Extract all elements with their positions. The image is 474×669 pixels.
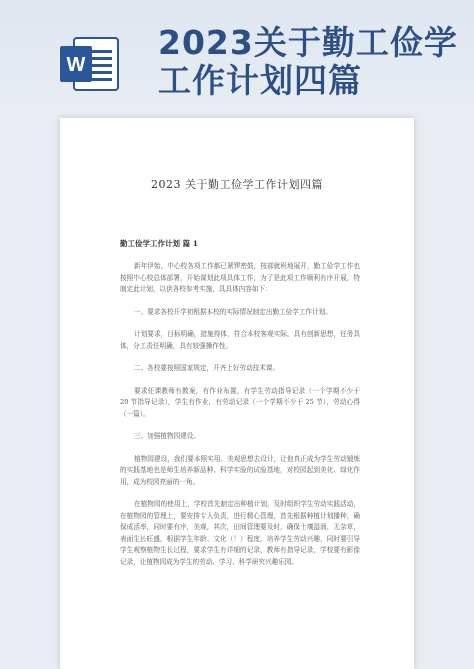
- paragraph: 要求任课教师有教案，有作业布置，有学生劳动指导记录（一个学期不少于 20 节指导记录），学生有作业，有劳动记录（一个学期不少于 25 节），劳动心得（一篇）。: [120, 386, 360, 418]
- paragraph: 一、要求各校开学初根据本校的实际情况制定出勤工俭学工作计划。: [134, 307, 332, 316]
- word-document-icon: [60, 36, 120, 92]
- document-page: [60, 118, 414, 669]
- banner-title: 2023关于勤工俭学工作计划四篇: [158, 23, 458, 100]
- paragraph: 二、各校要按照国家规定，开齐上好劳动技术课。: [134, 364, 280, 372]
- svg-text:W: W: [66, 54, 86, 76]
- document-title: 2023 关于勤工俭学工作计划四篇: [151, 178, 323, 191]
- paragraph: 植物园建设，我们要本照实用、美观思想去设计，让他真正成为学生劳动锻炼的实践基地也是师生培养新品种、科学实验的试验基地，对校园起到美化、绿化作用，成为校园亮丽的一角。: [120, 454, 360, 486]
- paragraph: 新年伊始，中心校各项工作都已紧锣密鼓，按部就班地展开，勤工俭学工作也按照中心校总体部署，开始谋划此项具体工作，为了是此项工作顺利有序开展，特制定此计划，以供各校参考实施，具具体内容如下：: [120, 262, 360, 293]
- banner: [0, 0, 474, 118]
- paragraph: 三、加强植物园建设。: [134, 432, 200, 440]
- paragraph: 在植物园的使用上，学校首先制定出种植计划，及时组织学生劳动实践活动，在植物园的管理上，要安排专人负责，进行精心管理，首先根据种植计划播种，确保成活率，同时要有序，美观，其次，田间管理要及时，确保土壤湿润，无杂草，表面生长旺盛，根据学生年龄、文化（！）程度，培养学生劳动兴趣，同时要引导学生观察植物生长过程，要求学生有详细的记录，教师有指导记录，学校要有影像记录，让植物园成为学生的劳动、学习、科学研究兴趣乐园。: [120, 500, 360, 566]
- document-body: [120, 261, 360, 579]
- paragraph: 计划要求，目标明确，措施得体，符合本校客观实际，具有创新思想，任务具体，分工责任明确，具有较强操作性。: [120, 330, 360, 350]
- document-subtitle: 勤工俭学工作计划 篇 1: [120, 239, 198, 248]
